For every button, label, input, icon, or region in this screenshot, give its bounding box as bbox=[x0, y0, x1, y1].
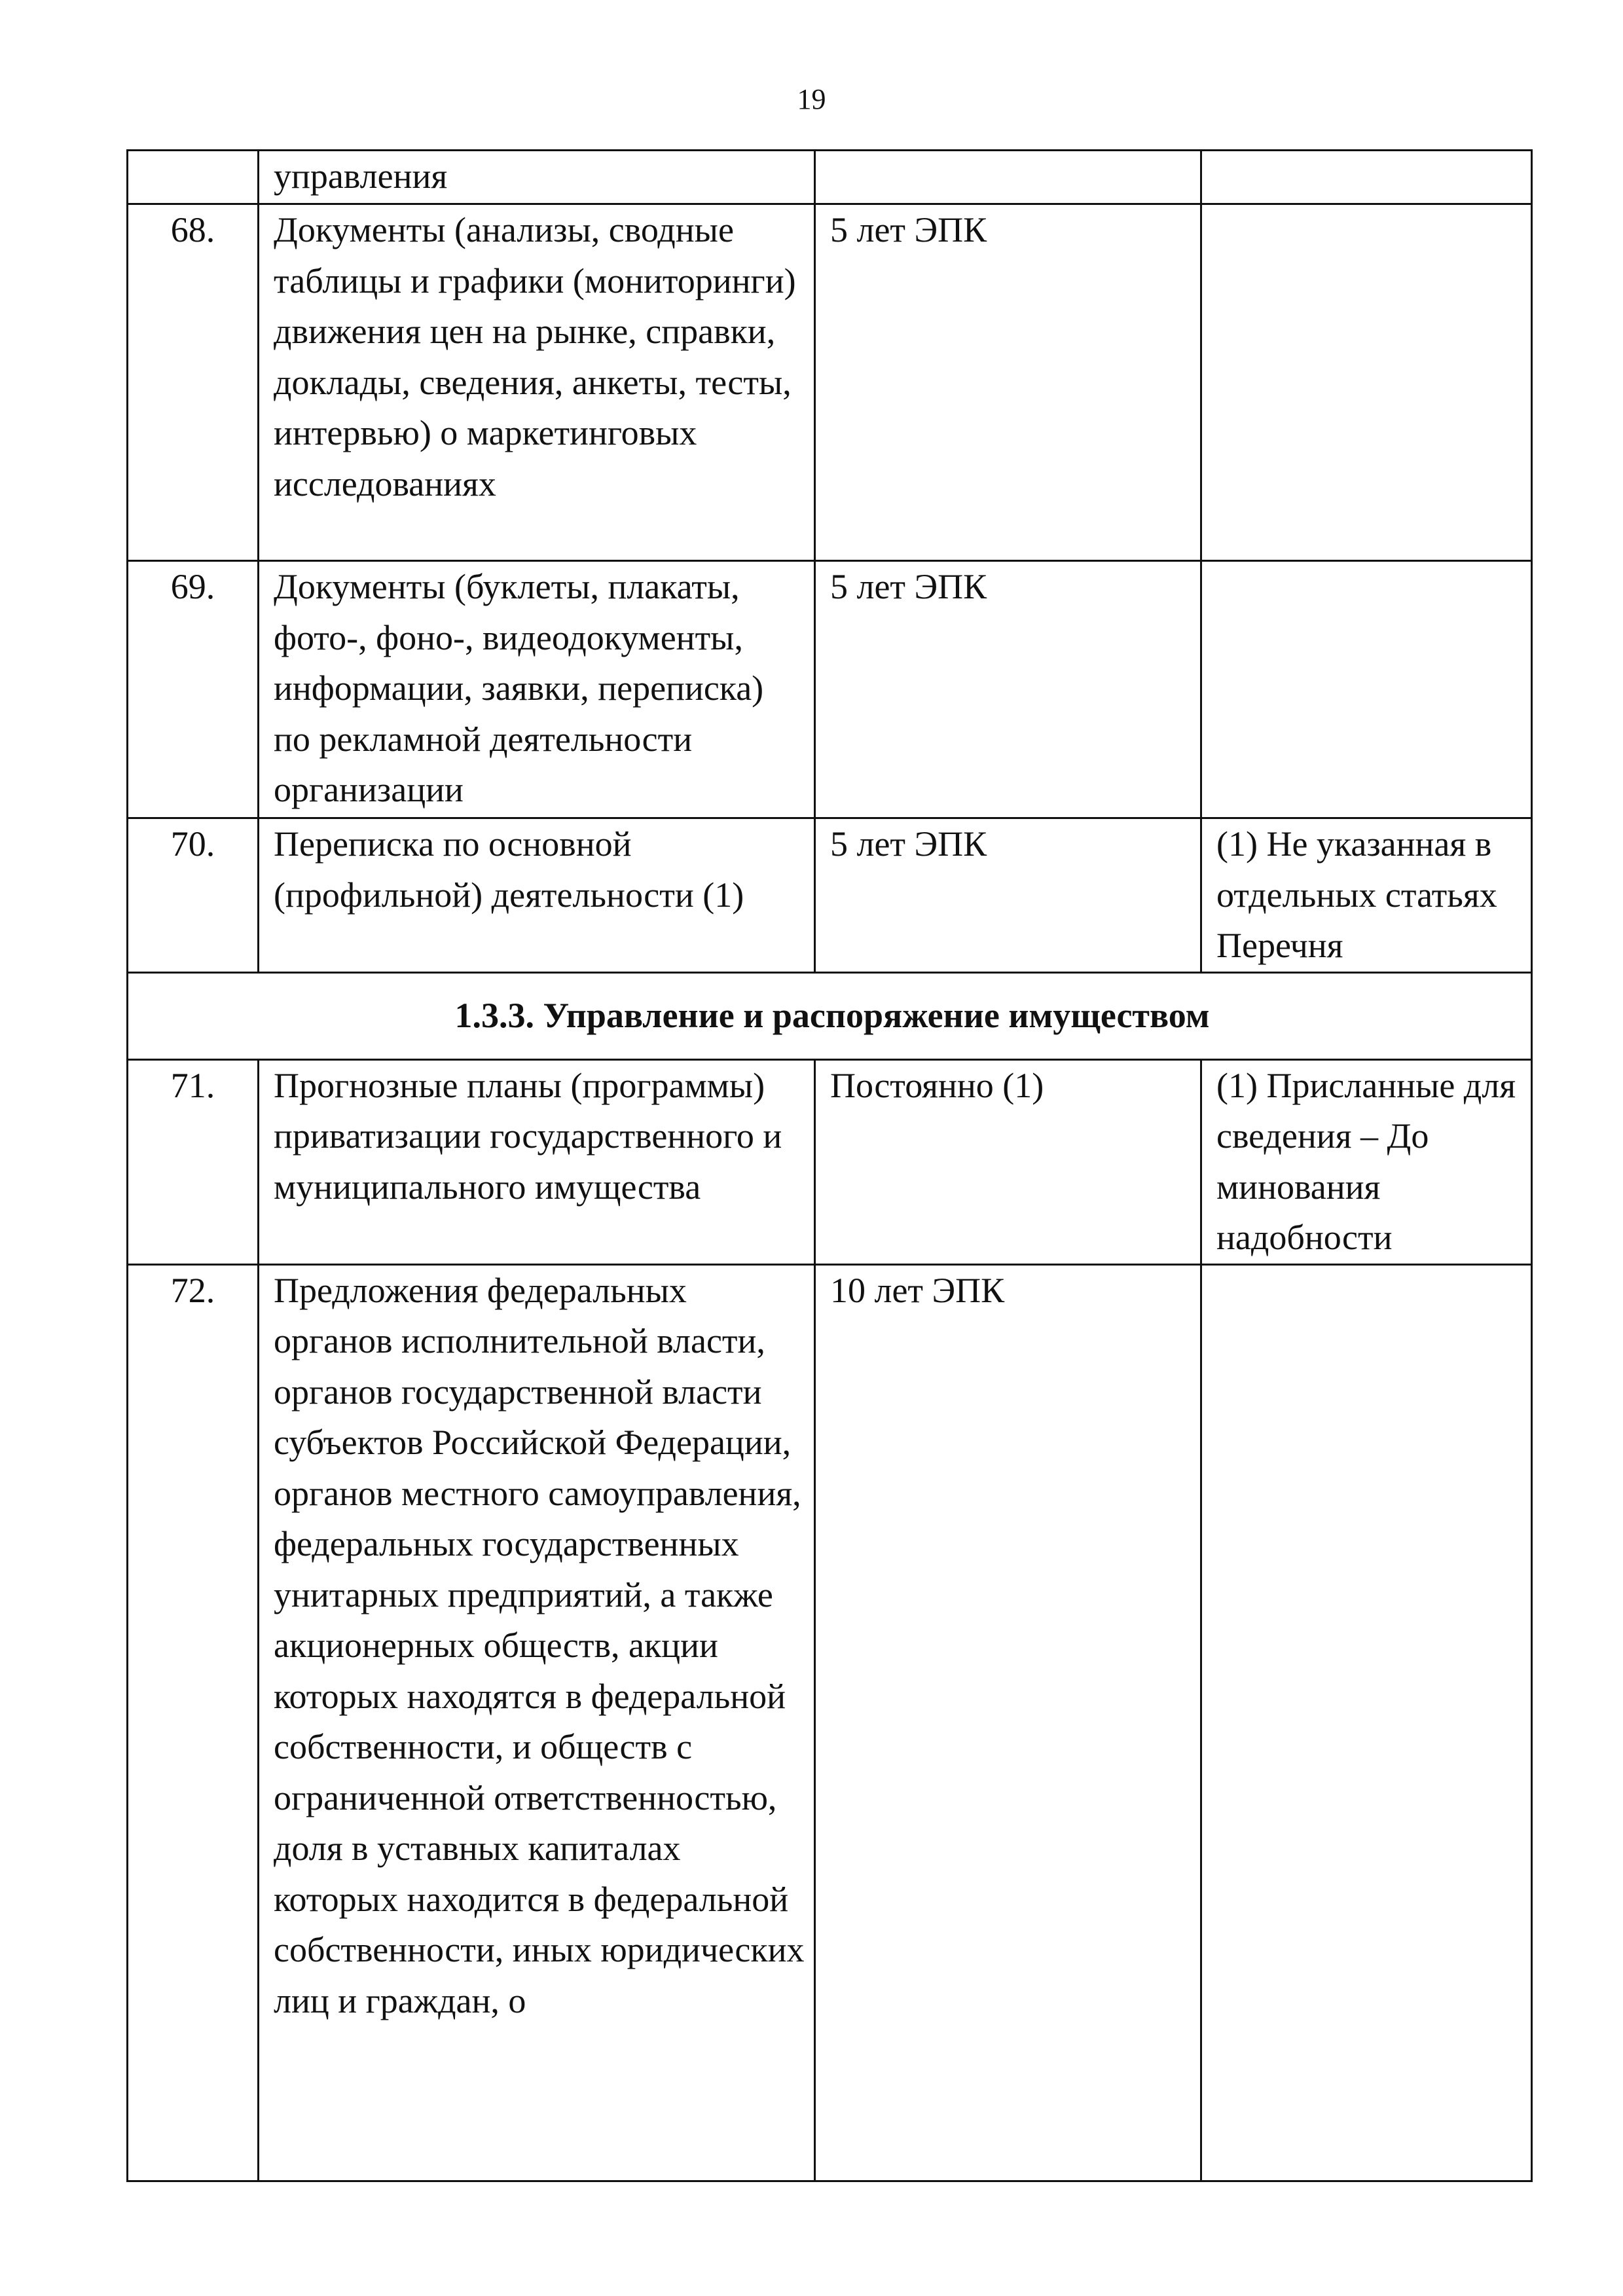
page-number: 19 bbox=[797, 83, 826, 115]
table-row bbox=[128, 561, 1532, 818]
retention-term: 5 лет ЭПК bbox=[815, 561, 1201, 818]
retention-term: Постоянно (1) bbox=[815, 1059, 1201, 1264]
table-row bbox=[128, 1059, 1532, 1264]
section-heading: 1.3.3. Управление и распоряжение имуществом bbox=[128, 972, 1532, 1059]
document-title: Переписка по основной (профильной) деятельности (1) bbox=[259, 818, 815, 973]
table-row bbox=[128, 1264, 1532, 2181]
document-title: Документы (анализы, сводные таблицы и графики (мониторинги) движения цен на рынке, справки, доклады, сведения, анкеты, тесты, интервью) о маркетинговых исследованиях bbox=[259, 204, 815, 561]
note bbox=[1201, 1264, 1532, 2181]
note bbox=[1201, 561, 1532, 818]
retention-term: 5 лет ЭПК bbox=[815, 818, 1201, 973]
table-row bbox=[128, 818, 1532, 973]
table-row bbox=[128, 151, 1532, 204]
retention-term: 10 лет ЭПК bbox=[815, 1264, 1201, 2181]
row-number: 71. bbox=[128, 1059, 259, 1264]
document-title: Прогнозные планы (программы) приватизации государственного и муниципального имущества bbox=[259, 1059, 815, 1264]
row-number bbox=[128, 151, 259, 204]
row-number: 68. bbox=[128, 204, 259, 561]
note: (1) Присланные для сведения – До минования надобности bbox=[1201, 1059, 1532, 1264]
section-row bbox=[128, 972, 1532, 1059]
document-title: Документы (буклеты, плакаты, фото-, фоно-, видеодокументы, информации, заявки, переписка) по рекламной деятельности организации bbox=[259, 561, 815, 818]
retention-term: 5 лет ЭПК bbox=[815, 204, 1201, 561]
records-table bbox=[126, 149, 1533, 2182]
row-number: 69. bbox=[128, 561, 259, 818]
note bbox=[1201, 151, 1532, 204]
row-number: 72. bbox=[128, 1264, 259, 2181]
document-title: Предложения федеральных органов исполнительной власти, органов государственной власти субъектов Российской Федерации, органов местного самоуправления, федеральных государственных унитарных предприятий, а также акционерных обществ, акции которых находятся в федеральной собственности, и обществ с ограниченной ответственностью, доля в уставных капиталах которых находится в федеральной собственности, иных юридических лиц и граждан, о bbox=[259, 1264, 815, 2181]
document-title: управления bbox=[259, 151, 815, 204]
retention-term bbox=[815, 151, 1201, 204]
table-row bbox=[128, 204, 1532, 561]
row-number: 70. bbox=[128, 818, 259, 973]
note bbox=[1201, 204, 1532, 561]
note: (1) Не указанная в отдельных статьях Перечня bbox=[1201, 818, 1532, 973]
